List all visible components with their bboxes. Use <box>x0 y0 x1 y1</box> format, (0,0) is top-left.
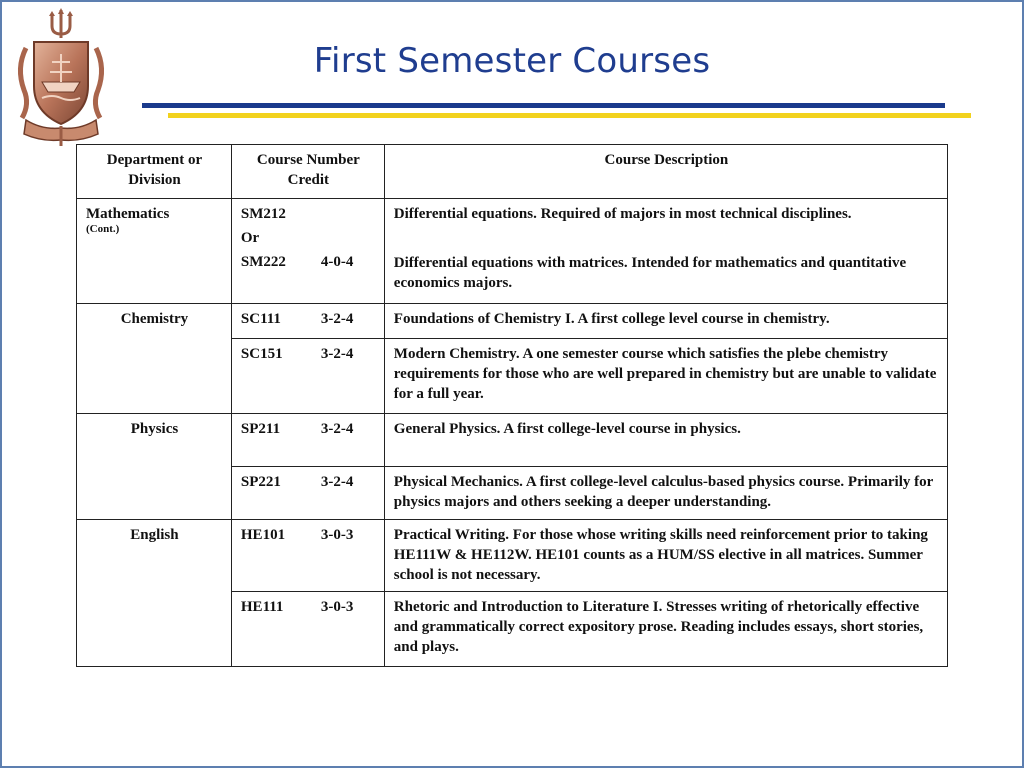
course-credit-sc111: 3-2-4 <box>320 311 354 327</box>
course-code-he101: HE101 <box>240 527 286 543</box>
course-code-sp221: SP221 <box>240 474 281 490</box>
course-credit-he101: 3-0-3 <box>320 527 354 543</box>
dept-physics: Physics <box>77 414 232 520</box>
course-code-sc111: SC111 <box>240 311 281 327</box>
dept-chemistry: Chemistry <box>77 304 232 414</box>
course-number-sp221 <box>231 467 384 520</box>
course-credit-sc151: 3-2-4 <box>320 346 354 362</box>
title-rule-gold <box>168 113 971 118</box>
course-number-sc151 <box>231 339 384 414</box>
table-row-mathematics <box>77 199 948 304</box>
course-desc-sc111: Foundations of Chemistry I. A first college level course in chemistry. <box>384 304 947 339</box>
course-code-sc151: SC151 <box>240 346 283 362</box>
course-desc-sm222: Differential equations with matrices. Intended for mathematics and quantitative economics majors. <box>393 255 907 291</box>
header-department-line1: Department or <box>106 152 203 168</box>
course-desc-sc151: Modern Chemistry. A one semester course which satisfies the plebe chemistry requirements for those who are well prepared in chemistry but are unable to validate for a full year. <box>384 339 947 414</box>
title-rule-blue <box>142 103 945 108</box>
dept-mathematics-cont: (Cont.) <box>86 223 120 235</box>
table-row-english-1 <box>77 520 948 592</box>
course-desc-sp211: General Physics. A first college-level course in physics. <box>384 414 947 467</box>
course-credit-sm222: 4-0-4 <box>320 254 354 270</box>
courses-table <box>76 144 948 667</box>
table-row-physics-1 <box>77 414 948 467</box>
course-desc-sp221: Physical Mechanics. A first college-level calculus-based physics course. Primarily for physics majors and others seeking a deeper understanding. <box>384 467 947 520</box>
course-code-sm212: SM212 <box>240 206 286 222</box>
course-credit-sp211: 3-2-4 <box>320 421 354 437</box>
header-course-number-line2: Credit <box>287 172 330 188</box>
course-or: Or <box>240 230 260 246</box>
course-number-he101 <box>231 520 384 592</box>
dept-mathematics <box>77 199 232 304</box>
course-number-he111 <box>231 592 384 667</box>
course-credit-he111: 3-0-3 <box>320 599 354 615</box>
course-credit-sp221: 3-2-4 <box>320 474 354 490</box>
course-desc-sm212: Differential equations. Required of majors in most technical disciplines. <box>393 206 852 222</box>
course-code-he111: HE111 <box>240 599 284 615</box>
header-department-line2: Division <box>128 172 181 188</box>
course-desc-he101: Practical Writing. For those whose writing skills need reinforcement prior to taking HE111W & HE112W. HE101 counts as a HUM/SS elective in all matrices. Summer school is not necessary. <box>384 520 947 592</box>
course-desc-he111: Rhetoric and Introduction to Literature I. Stresses writing of rhetorically effective and grammatically correct expository prose. Reading includes essays, short stories, and plays. <box>384 592 947 667</box>
header-course-description: Course Description <box>384 145 947 199</box>
course-number-math <box>231 199 384 304</box>
slide-title: First Semester Courses <box>313 41 711 81</box>
header-department <box>77 145 232 199</box>
table-row-chemistry-1 <box>77 304 948 339</box>
course-desc-math <box>384 199 947 304</box>
course-code-sm222: SM222 <box>240 254 286 270</box>
header-course-number <box>231 145 384 199</box>
dept-english: English <box>77 520 232 667</box>
table-header-row <box>77 145 948 199</box>
course-code-sp211: SP211 <box>240 421 281 437</box>
header-course-number-line1: Course Number <box>256 152 360 168</box>
course-number-sc111 <box>231 304 384 339</box>
dept-mathematics-label: Mathematics <box>86 206 170 222</box>
course-number-sp211 <box>231 414 384 467</box>
